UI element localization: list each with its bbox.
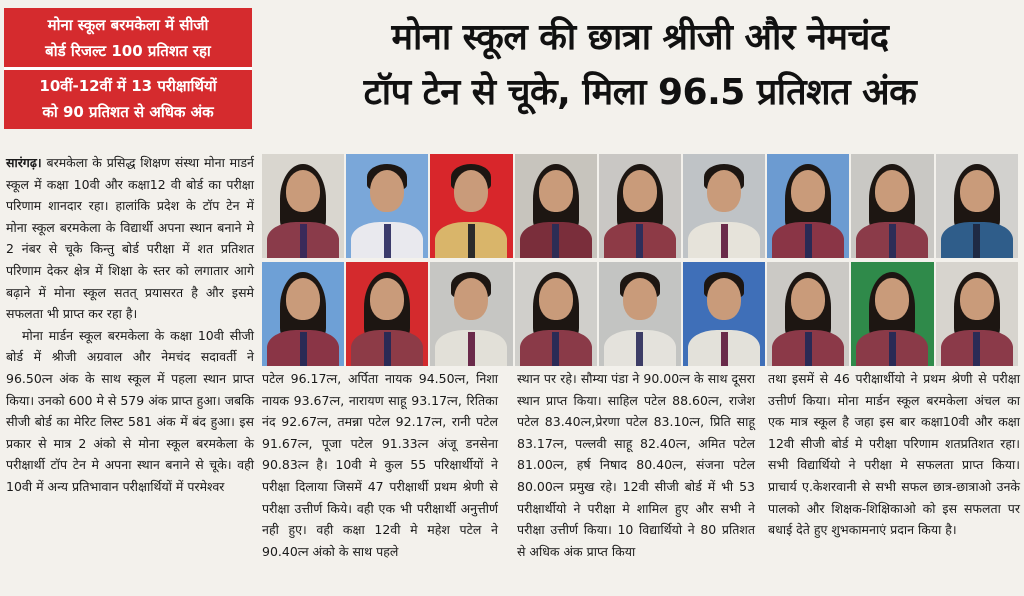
article-column-3: स्थान पर रहे। सौम्या पंडा ने 90.00त्न के साथ दूसरा स्थान प्राप्त किया। साहिल पटेल 88.60त्न, राजेश पटेल 83.40त्न,प्रेरणा पटेल 83.10त्न, प्रिति साहू 83.17त्न, पल्लवी साहू 82.40त्न, अमित पटेल 81.00त्न, हर्ष निषाद 80.40त्न, संजना पटेल 80.00त्न प्रमुख रहे। 12वी सीजी बोर्ड में भी 53 परीक्षार्थीयो ने परीक्षा मे शामिल हुए और सभी ने परीक्षा उत्तीर्ण किया। 10 विद्यार्थियो ने 80 प्रतिशत से अधिक अंक प्राप्त किया xyxy=(517,371,755,559)
sub-headline-box xyxy=(4,8,252,129)
student-tie xyxy=(973,332,980,366)
student-face xyxy=(791,278,825,320)
student-tie xyxy=(468,332,475,366)
student-photo xyxy=(599,154,683,258)
student-face xyxy=(875,170,909,212)
headline-line-2: टॉप टेन से चूके, मिला 96.5 प्रतिशत अंक xyxy=(363,72,917,113)
student-tie xyxy=(973,224,980,258)
student-photo xyxy=(683,154,767,258)
student-face xyxy=(875,278,909,320)
student-photo xyxy=(262,262,346,366)
sub-headline-line: को 90 प्रतिशत से अधिक अंक xyxy=(42,103,214,121)
sub-headline-line: बोर्ड रिजल्ट 100 प्रतिशत रहा xyxy=(45,42,211,60)
student-face xyxy=(286,170,320,212)
student-photo xyxy=(767,262,851,366)
student-face xyxy=(791,170,825,212)
article-column-4: तथा इसमें से 46 परीक्षार्थीयो ने प्रथम श्रेणी से परीक्षा उत्तीर्ण किया। मोना मार्डन स्कूल बरमकेला अंचल का एक मात्र स्कूल है जहा इस बार कक्षा10वी और कक्षा 12वी सीजी बोर्ड मे परीक्षा परिणाम शतप्रतिशत रहा। सभी विद्यार्थियो ने परीक्षा मे सफलता प्राप्त किया। प्राचार्य ए.केशरवानी से सभी सफल छात्र-छात्राओ उनके पालको और शिक्षक-शिक्षिकाओ को इस सफलता पर बधाई देते हुए शुभकामनाएं प्रदान किया है। xyxy=(768,371,1020,538)
student-photo xyxy=(599,262,683,366)
sub-headline-line: 10वीं-12वीं में 13 परीक्षार्थियों xyxy=(39,77,217,95)
student-photo xyxy=(262,154,346,258)
student-photo-grid xyxy=(262,154,1020,366)
student-face xyxy=(370,278,404,320)
student-tie xyxy=(721,332,728,366)
article-paragraph: मोना मार्डन स्कूल बरमकेला के कक्षा 10वी सीजी बोर्ड में श्रीजी अग्रवाल और नेमचंद सदावर्ती ने 96.50त्न अंक के साथ स्कूल में पहला स्थान प्राप्त किया। उनको 600 मे से 579 अंक प्राप्त हुआ। जबकि सीजी बोर्ड का मेरिट लिस्ट 581 अंक में बंद हुआ। इस प्रकार से मात्र 2 अंको से मोना स्कूल बरमकेला के परीक्षार्थी टॉप टेन मे अपना स्थान बनाने से चूके। वही 10वी में अन्य प्रतिभावान परीक्षार्थियों में परमेश्वर xyxy=(6,327,254,494)
student-face xyxy=(454,278,488,320)
article-column-2: पटेल 96.17त्न, अर्पिता नायक 94.50त्न, निशा नायक 93.67त्न, नारायण साहू 93.17त्न, रितिका नंद 92.67त्न, तमन्ना पटेल 92.17त्न, रानी पटेल 91.67त्न, पूजा पटेल 91.33त्न अंजू डनसेना 90.83त्न है। 10वी मे कुल 55 परिक्षार्थीयों ने परीक्षा दिलाया जिसमें 47 परीक्षार्थी प्रथम श्रेणी से परीक्षा उत्तीर्ण किये। वही एक भी परीक्षार्थी अनुत्तीर्ण नही हुए। वही कक्षा 12वी मे महेश पटेल ने 90.40त्न अंको के साथ पहले xyxy=(262,371,498,559)
student-face xyxy=(960,278,994,320)
student-photo xyxy=(430,262,514,366)
student-tie xyxy=(889,332,896,366)
student-tie xyxy=(552,332,559,366)
headline-line-1: मोना स्कूल की छात्रा श्रीजी और नेमचंद xyxy=(391,17,889,58)
student-face xyxy=(286,278,320,320)
student-photo xyxy=(515,262,599,366)
student-tie xyxy=(721,224,728,258)
student-photo xyxy=(936,154,1020,258)
student-face xyxy=(707,278,741,320)
student-tie xyxy=(889,224,896,258)
student-tie xyxy=(636,224,643,258)
article-paragraph xyxy=(6,152,254,325)
student-face xyxy=(370,170,404,212)
student-face xyxy=(623,278,657,320)
sub-headline-divider xyxy=(4,67,252,70)
student-tie xyxy=(384,224,391,258)
student-tie xyxy=(300,224,307,258)
dateline: सारंगढ़। xyxy=(6,155,42,170)
student-photo xyxy=(767,154,851,258)
student-face xyxy=(623,170,657,212)
student-tie xyxy=(805,332,812,366)
student-photo xyxy=(683,262,767,366)
student-face xyxy=(539,278,573,320)
main-headline xyxy=(262,10,1018,120)
student-face xyxy=(539,170,573,212)
paragraph-text: बरमकेला के प्रसिद्ध शिक्षण संस्था मोना माडर्न स्कूल में कक्षा 10वी और कक्षा12 वी बोर्ड का परीक्षा परिणाम शानदार रहा। हालांकि प्रदेश के टॉप टेन में मोना स्कूल बरमकेला के विद्यार्थी अपना स्थान बनाने मे 2 नंबर से चूके किन्तु बोर्ड परीक्षा में शत प्रतिशत परिणाम देकर क्षेत्र में शिक्षा के स्तर को लगातार आगे बढ़ाने में मोना स्कूल सतत् प्रयासरत है और इसमे सफलता भी प्राप्त कर रहा है। xyxy=(6,155,254,322)
student-tie xyxy=(468,224,475,258)
student-photo xyxy=(346,154,430,258)
student-face xyxy=(960,170,994,212)
student-photo xyxy=(936,262,1020,366)
sub-headline-line: मोना स्कूल बरमकेला में सीजी xyxy=(47,16,209,34)
photo-row-2 xyxy=(262,262,1020,368)
student-photo xyxy=(346,262,430,366)
student-face xyxy=(454,170,488,212)
article-column-1 xyxy=(6,152,254,498)
student-tie xyxy=(805,224,812,258)
student-photo xyxy=(851,262,935,366)
student-tie xyxy=(552,224,559,258)
photo-row-1 xyxy=(262,154,1020,260)
student-photo xyxy=(515,154,599,258)
student-tie xyxy=(300,332,307,366)
student-tie xyxy=(636,332,643,366)
student-photo xyxy=(430,154,514,258)
student-photo xyxy=(851,154,935,258)
student-tie xyxy=(384,332,391,366)
student-face xyxy=(707,170,741,212)
